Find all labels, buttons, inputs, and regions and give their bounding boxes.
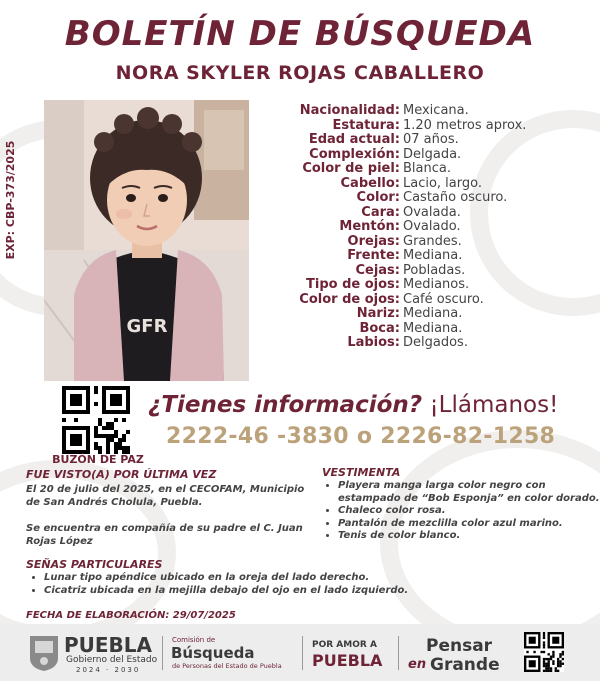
detail-label: Complexión: [309,146,400,162]
detail-value: Blanca. [403,161,451,176]
detail-row [262,293,582,308]
detail-value: Delgados. [403,335,468,350]
por-amor-text: POR AMOR A [312,640,377,650]
detail-value: Mexicana. [403,103,469,118]
detail-label: Color de piel: [302,161,400,176]
busqueda-subtitle: de Personas del Estado de Puebla [172,662,282,670]
detail-value: Lacio, largo. [403,175,482,191]
footer-bar [0,624,600,681]
clothing-item: • Chaleco color rosa. [338,505,600,518]
detail-row [262,191,582,206]
detail-label: Labios: [347,335,400,350]
detail-value: Castaño oscuro. [403,190,508,205]
detail-row [262,307,582,322]
detail-label: Mentón: [339,219,400,234]
footer-qr-code[interactable] [524,632,564,672]
clothing-heading: VESTIMENTA [322,466,401,479]
missing-person-photo [44,100,249,381]
footer-divider [302,636,303,670]
background-ornament [380,430,600,656]
footer-divider [162,636,163,670]
detail-label: Nacionalidad: [299,103,400,118]
detail-value: Pobladas. [403,262,466,278]
detail-label: Cara: [361,204,400,220]
phone-numbers[interactable]: 2222-46 -3830 o 2226-82-1258 [166,424,556,449]
marks-list [26,571,524,597]
detail-label: Cejas: [355,262,400,278]
detail-value: Café oscuro. [403,291,484,307]
marks-heading: SEÑAS PARTICULARES [26,558,163,571]
missing-person-name: NORA SKYLER ROJAS CABALLERO [115,62,485,84]
detail-row [262,177,582,192]
grande-text: Grande [430,655,500,675]
detail-row [262,119,582,134]
detail-row [262,249,582,264]
detail-label: Tipo de ojos: [306,277,400,292]
expediente-number: EXP: CBP-373/2025 [4,140,17,260]
detail-value: 07 años. [403,132,459,147]
detail-row [262,235,582,250]
detail-value: Delgada. [403,146,462,162]
detail-label: Frente: [347,248,400,263]
detail-value: Ovalada. [403,204,461,220]
mark-item: • Lunar tipo apéndice ubicado en la oreja del lado derecho. [44,571,524,584]
puebla-seal-icon [28,632,60,672]
en-text: en [408,657,427,672]
company-text: Se encuentra en compañía de su padre el C. Juan Rojas López [26,523,303,547]
detail-value: Mediana. [403,306,463,321]
busqueda-text: Búsqueda [171,644,255,662]
detail-value: Medianos. [403,277,470,292]
mark-item: • Cicatriz ubicada en la mejilla debajo del ojo en el lado izquierdo. [44,584,524,597]
detail-row [262,104,582,119]
physical-description [262,104,582,351]
detail-row [262,133,582,148]
question-text: ¿Tienes información? [148,392,423,418]
clothing-item: • Playera manga larga color negro con estampado de “Bob Esponja” en color dorado. [338,480,600,505]
detail-value: Ovalado. [403,219,461,234]
detail-row [262,148,582,163]
years-text: 2024 · 2030 [76,666,141,674]
call-text: ¡Llámanos! [429,392,559,418]
detail-row [262,162,582,177]
detail-value: Mediana. [403,248,463,263]
clothing-list [320,480,600,543]
information-prompt [148,392,588,418]
detail-label: Estatura: [332,117,400,133]
detail-row [262,322,582,337]
gobierno-text: Gobierno del Estado [66,655,158,665]
detail-label: Color de ojos: [299,291,400,307]
detail-label: Orejas: [347,233,400,249]
buzon-de-paz-label: BUZÓN DE PAZ [52,453,144,466]
detail-label: Nariz: [356,306,400,321]
detail-row [262,264,582,279]
puebla-logo-text: PUEBLA [64,633,153,657]
last-seen-text: El 20 de julio del 2025, en el CECOFAM, Municipio de San Andrés Cholula, Puebla. [26,484,305,508]
pensar-text: Pensar [426,636,493,656]
detail-label: Color: [356,190,400,205]
last-seen-heading: FUE VISTO(A) POR ÚLTIMA VEZ [26,468,217,481]
detail-label: Cabello: [340,175,400,191]
detail-value: 1.20 metros aprox. [403,117,527,133]
elaboration-date: FECHA DE ELABORACIÓN: 29/07/2025 [26,610,236,621]
qr-code[interactable] [62,386,130,454]
detail-label: Boca: [359,320,400,336]
detail-row [262,278,582,293]
detail-row [262,336,582,351]
detail-value: Grandes. [403,233,462,249]
detail-label: Edad actual: [308,132,400,147]
detail-row [262,206,582,221]
clothing-item: • Tenis de color blanco. [338,530,600,543]
comision-text: Comisión de [172,636,216,644]
bulletin-title: BOLETÍN DE BÚSQUEDA [64,14,536,54]
detail-value: Mediana. [403,320,463,336]
footer-divider [398,636,399,670]
por-amor-puebla-text: PUEBLA [312,651,383,670]
clothing-item: • Pantalón de mezclilla color azul marino. [338,518,600,531]
detail-row [262,220,582,235]
shirt-print: GFR [126,316,168,337]
